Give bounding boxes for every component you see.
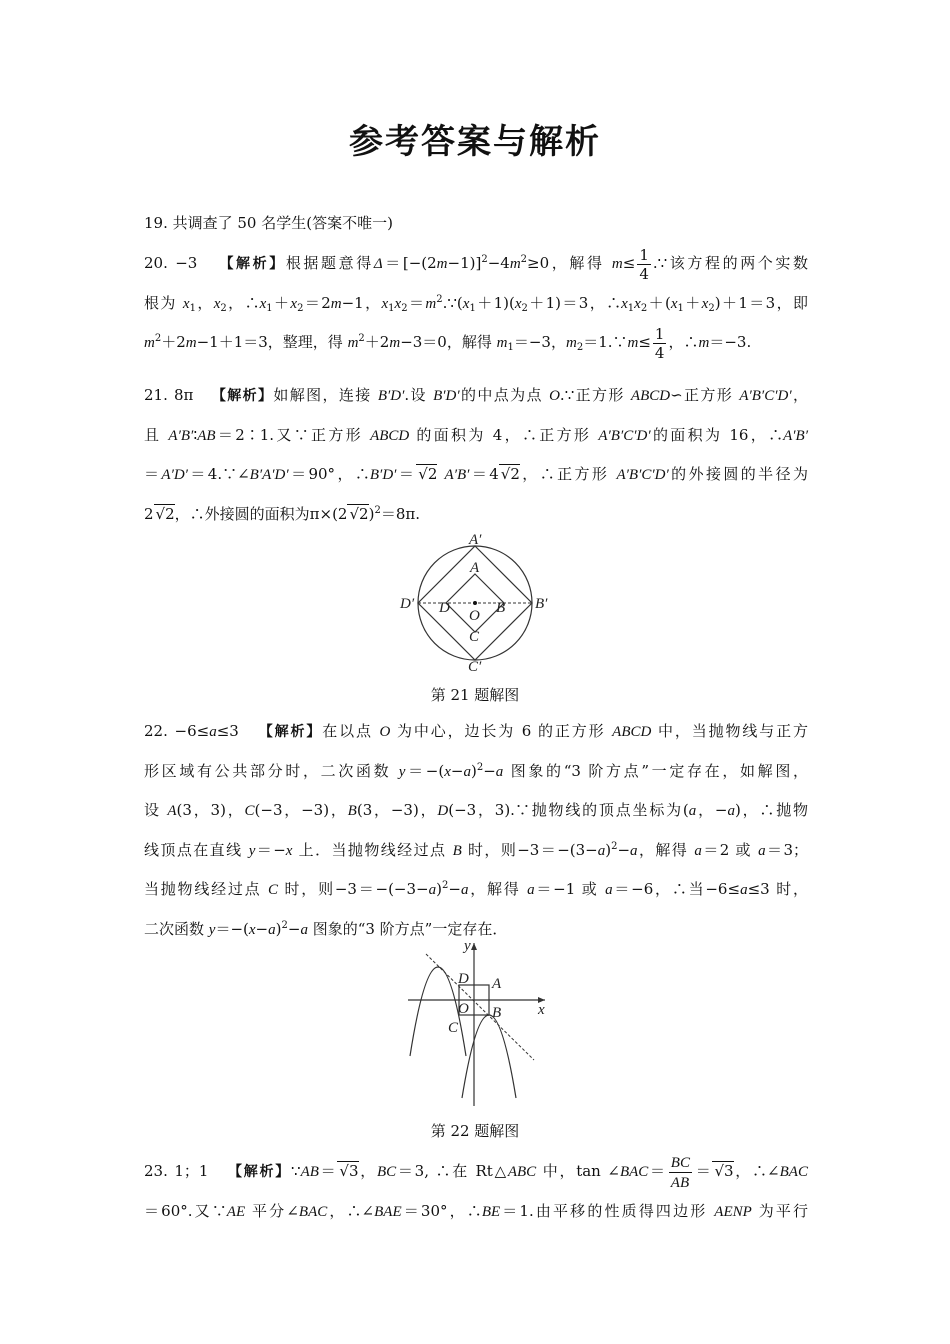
figure-22-graph: [400, 938, 550, 1108]
answer-22: [144, 712, 808, 949]
answer-21-line-3: ＝A′D′＝4.∵∠B′A′D′＝90°，∴B′D′＝ √ 2 A′B′＝4 √ 2，∴正方形 A′B′C′D′的外接圆的半径为: [144, 455, 808, 495]
answer-22-line-5: 当抛物线经过点 C 时，则$-3=-(-3-a)^2-a$，解得 a＝−1 或 a＝−6，∴当−6≤a≤3 时，: [144, 880, 808, 898]
answer-22-line-6: 二次函数 $y=-(x-a)^2-a$ 图象的“3 阶方点”一定存在．: [144, 919, 508, 938]
answer-23-line-1: 23. 1；1 【解析】∵AB＝ √ 3，BC＝3, ∴在 Rt△ABC 中，tan ∠BAC＝ $\frac{BC}{AB}$ ＝ √ 3，∴∠BAC: [144, 1152, 808, 1192]
answer-21-line-2: 且 A′B′∶AB＝2∶1.又∵正方形 ABCD 的面积为 4，∴正方形 A′B′C′D′的面积为 16，∴A′B′: [144, 425, 808, 444]
answer-23: [144, 1152, 808, 1231]
answer-20: [144, 244, 808, 363]
svg-text:D: D: [458, 971, 469, 987]
figure-22-caption: 第 22 题解图: [430, 1122, 520, 1140]
svg-text:C′: C′: [468, 659, 482, 673]
svg-text:O: O: [458, 1001, 469, 1017]
answer-23-line-2: ＝60°.又∵AE 平分∠BAC，∴∠BAE＝30°，∴BE＝1.由平移的性质得四边形 AENP 为平行: [144, 1201, 808, 1220]
answer-21-line-4: 2 √ 2，∴外接圆的面积为π×(2 √ 2)$^2$＝8π.: [144, 495, 808, 534]
answer-20-line-3: $m^2+2m-1+1=3$，整理，得 $m^2+2m-3=0$，解得 $m_1=-3$，$m_2=1.\because m\le$ $\frac{1}{4}$ ，∴m＝−3.: [144, 324, 752, 362]
page-title: 参考答案与解析: [349, 122, 601, 162]
svg-text:D: D: [439, 600, 450, 616]
answer-19-text: 19. 共调查了 50 名学生(答案不唯一): [144, 214, 393, 232]
answer-20-line-1: 20. −3 【解析】根据题意得$\Delta=[-(2m-1)]^2-4m^2\ge 0$，解得 m≤ $\frac{1}{4}$ .∵该方程的两个实数: [144, 245, 808, 283]
answer-22-line-3: 设 A(3，3)，C(−3，−3)，B(3，−3)，D(−3，3).∵抛物线的顶点坐标为(a，−a)，∴抛物: [144, 801, 808, 819]
svg-text:x: x: [538, 1002, 545, 1018]
svg-text:B: B: [496, 600, 506, 616]
svg-text:C: C: [469, 629, 480, 645]
svg-text:A: A: [470, 560, 480, 576]
svg-text:O: O: [469, 608, 480, 624]
answer-22-line-2: 形区域有公共部分时，二次函数 $y=-(x-a)^2-a$ 图象的“3 阶方点”一定存在，如解图，: [144, 761, 809, 780]
svg-text:B′: B′: [535, 596, 548, 612]
figure-21-caption: 第 21 题解图: [430, 686, 520, 704]
svg-text:C: C: [448, 1020, 459, 1036]
svg-text:B: B: [492, 1005, 502, 1021]
answer-20-line-2: 根为 $x_1$，$x_2$，$\therefore x_1+x_2=2m-1$，$x_1x_2=m^2.\because(x_1+1)(x_2+1)=3$，$\therefore x_1x_2+(x_1+x_2)+1=3$，即: [144, 293, 808, 314]
figure-21-diagram: [395, 528, 560, 673]
svg-text:D′: D′: [400, 596, 415, 612]
answer-22-line-4: 线顶点在直线 y＝−x 上．当抛物线经过点 B 时，则$-3=-(3-a)^2-a$，解得 a＝2 或 a＝3；: [144, 840, 808, 859]
answer-22-line-1: 22. −6≤a≤3 【解析】在以点 O 为中心，边长为 6 的正方形 ABCD 中，当抛物线与正方: [144, 722, 808, 740]
svg-text:y: y: [464, 938, 471, 954]
svg-text:A′: A′: [469, 532, 482, 548]
answer-21-line-1: 21. 8π 【解析】如解图，连接 B′D′.设 B′D′的中点为点 O.∵正方形 ABCD∽正方形 A′B′C′D′，: [144, 386, 808, 404]
svg-text:A: A: [492, 976, 502, 992]
answer-21: [144, 376, 808, 533]
answer-19: [144, 204, 808, 243]
